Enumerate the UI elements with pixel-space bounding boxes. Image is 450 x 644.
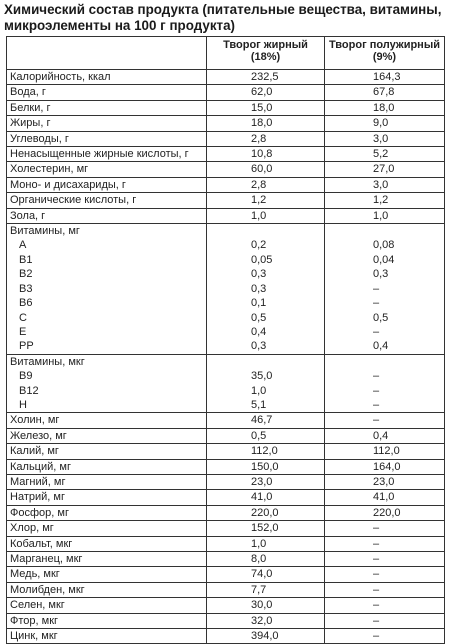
row-label: Кобальт, мкг (10, 537, 73, 550)
row-value-fat: 8,0 (251, 553, 267, 565)
row-label-cell (7, 296, 207, 310)
row-value-semifat-cell (325, 282, 445, 296)
row-value-fat-cell (207, 474, 325, 489)
table-row (7, 398, 445, 413)
row-value-semifat-cell (325, 208, 445, 223)
row-value-fat-cell (207, 613, 325, 628)
row-value-fat-cell (207, 208, 325, 223)
row-label-cell (7, 459, 207, 474)
row-value-fat-cell (207, 552, 325, 567)
row-value-fat-cell (207, 253, 325, 267)
row-value-semifat-cell (325, 238, 445, 252)
row-label-cell (7, 369, 207, 383)
row-value-semifat: 0,4 (373, 429, 389, 442)
row-label: Вода, г (10, 86, 46, 99)
row-label: Холин, мг (10, 414, 60, 427)
row-value-fat: 394,0 (251, 630, 279, 643)
table-row (7, 131, 445, 146)
row-value-semifat: – (373, 370, 380, 383)
row-value-semifat-cell (325, 459, 445, 474)
row-label: C (19, 311, 27, 324)
row-label-cell (7, 339, 207, 354)
row-value-fat: 1,0 (251, 209, 267, 222)
row-value-semifat: – (373, 568, 380, 581)
table-row (7, 459, 445, 474)
row-label-cell (7, 598, 207, 613)
table-row (7, 384, 445, 398)
row-value-fat: 232,5 (251, 71, 279, 83)
row-label: Марганец, мкг (10, 553, 83, 565)
row-label-cell (7, 552, 207, 567)
table-row (7, 505, 445, 520)
row-label-cell (7, 413, 207, 428)
row-value-fat-cell (207, 428, 325, 443)
row-value-fat: 1,2 (251, 194, 267, 207)
row-value-semifat: 1,2 (373, 194, 389, 207)
row-label-cell (7, 267, 207, 281)
row-label-cell (7, 282, 207, 296)
table-row (7, 413, 445, 428)
row-value-semifat-cell (325, 224, 445, 239)
row-label-cell (7, 582, 207, 597)
table-row (7, 339, 445, 354)
row-value-semifat: 1,0 (373, 209, 389, 222)
row-value-fat-cell (207, 282, 325, 296)
row-label: B12 (19, 384, 39, 397)
row-label: B6 (19, 297, 33, 310)
row-value-semifat: 0,04 (373, 253, 395, 266)
row-label: Фтор, мкг (10, 614, 59, 627)
row-value-fat: 18,0 (251, 117, 273, 130)
row-value-fat: 0,1 (251, 297, 267, 310)
row-label: Углеводы, г (10, 132, 69, 145)
row-label: Ненасыщенные жирные кислоты, г (10, 148, 189, 161)
table-row (7, 193, 445, 208)
row-value-semifat-cell (325, 598, 445, 613)
row-value-fat-cell (207, 413, 325, 428)
row-value-semifat: 9,0 (373, 117, 389, 130)
row-value-semifat: – (373, 325, 380, 338)
row-value-fat: 220,0 (251, 506, 279, 519)
row-label-cell (7, 428, 207, 443)
row-label-cell (7, 116, 207, 131)
row-value-fat: 2,8 (251, 178, 267, 191)
row-value-fat: 0,3 (251, 340, 267, 353)
header-col2-line1: Творог жирный (223, 39, 308, 51)
row-value-fat-cell (207, 224, 325, 239)
row-value-semifat-cell (325, 339, 445, 354)
row-value-fat-cell (207, 354, 325, 369)
row-label: Кальций, мг (10, 460, 71, 473)
row-value-semifat: 220,0 (373, 506, 401, 519)
row-value-semifat: 164,0 (373, 460, 401, 473)
row-value-fat: 62,0 (251, 86, 273, 99)
table-row (7, 490, 445, 505)
row-value-fat-cell (207, 536, 325, 551)
header-col3-line1: Творог полужирный (329, 39, 440, 51)
row-label-cell (7, 253, 207, 267)
row-label-cell (7, 311, 207, 325)
row-value-semifat: 0,5 (373, 311, 389, 324)
row-value-fat-cell (207, 459, 325, 474)
table-row (7, 325, 445, 339)
row-value-semifat: – (373, 282, 380, 295)
row-value-semifat: 3,0 (373, 178, 389, 191)
row-value-fat: 1,0 (251, 537, 267, 550)
row-value-semifat-cell (325, 100, 445, 115)
table-row (7, 282, 445, 296)
row-value-semifat: 27,0 (373, 163, 395, 176)
row-value-semifat: 5,2 (373, 148, 389, 161)
row-value-fat-cell (207, 147, 325, 162)
row-label: Молибден, мкг (10, 583, 85, 596)
table-row (7, 613, 445, 628)
table-row (7, 100, 445, 115)
row-value-semifat-cell (325, 369, 445, 383)
row-label-cell (7, 224, 207, 239)
row-label-cell (7, 474, 207, 489)
row-value-fat: 7,7 (251, 583, 267, 596)
row-value-semifat-cell (325, 490, 445, 505)
table-row (7, 85, 445, 100)
row-value-semifat: – (373, 553, 380, 565)
row-value-semifat-cell (325, 384, 445, 398)
row-value-fat: 0,3 (251, 282, 267, 295)
row-value-fat: 0,05 (251, 253, 273, 266)
row-label-cell (7, 354, 207, 369)
row-label: Зола, г (10, 209, 46, 222)
row-value-fat-cell (207, 598, 325, 613)
row-value-fat: 112,0 (251, 445, 278, 458)
row-value-semifat-cell (325, 311, 445, 325)
row-value-semifat-cell (325, 131, 445, 146)
row-value-fat: 152,0 (251, 522, 279, 535)
row-value-semifat: – (373, 384, 380, 397)
row-value-semifat: 0,08 (373, 239, 395, 252)
row-value-fat: 2,8 (251, 132, 267, 145)
row-value-fat: 150,0 (251, 460, 279, 473)
row-value-fat: 15,0 (251, 101, 273, 114)
table-row (7, 552, 445, 567)
row-value-fat: 41,0 (251, 491, 273, 504)
row-label: Фосфор, мг (10, 506, 69, 519)
row-value-fat: 0,5 (251, 429, 267, 442)
row-value-semifat: 0,3 (373, 268, 389, 281)
row-value-semifat-cell (325, 567, 445, 582)
row-value-fat-cell (207, 490, 325, 505)
row-label-cell (7, 398, 207, 413)
table-row (7, 267, 445, 281)
row-value-semifat: 3,0 (373, 132, 389, 145)
row-value-semifat: – (373, 630, 380, 643)
table-row (7, 147, 445, 162)
table-row (7, 536, 445, 551)
row-value-semifat-cell (325, 428, 445, 443)
row-label-cell (7, 147, 207, 162)
row-value-semifat-cell (325, 85, 445, 100)
row-label: Калий, мг (10, 445, 59, 458)
row-label: Натрий, мг (10, 491, 65, 504)
row-value-semifat-cell (325, 505, 445, 520)
row-label: Витамины, мг (10, 225, 80, 238)
row-value-semifat-cell (325, 552, 445, 567)
table-row (7, 238, 445, 252)
table-row (7, 162, 445, 177)
row-label: Магний, мг (10, 475, 66, 488)
row-label-cell (7, 444, 207, 459)
row-value-fat: 0,3 (251, 268, 267, 281)
table-title (4, 2, 448, 33)
row-value-semifat: 164,3 (373, 71, 401, 83)
row-value-fat: 10,8 (251, 148, 273, 161)
row-label-cell (7, 521, 207, 536)
row-value-fat-cell (207, 582, 325, 597)
row-label: PP (19, 340, 34, 353)
row-value-semifat: – (373, 599, 380, 612)
row-label: B1 (19, 253, 33, 266)
header-col2-line2: (18%) (250, 51, 281, 63)
row-label: A (19, 239, 27, 252)
row-value-semifat: 112,0 (373, 445, 400, 458)
row-label-cell (7, 85, 207, 100)
table-row (7, 567, 445, 582)
table-row (7, 116, 445, 131)
row-label: Калорийность, ккал (10, 71, 111, 83)
row-label-cell (7, 162, 207, 177)
row-label: B2 (19, 268, 33, 281)
row-value-semifat-cell (325, 536, 445, 551)
table-title-line-2: микроэлементы на 100 г продукта) (4, 17, 236, 33)
row-value-fat-cell (207, 100, 325, 115)
table-header-row (7, 37, 445, 70)
row-value-semifat: – (373, 614, 380, 627)
row-value-fat-cell (207, 131, 325, 146)
row-value-semifat: – (373, 398, 380, 411)
row-label: Селен, мкг (10, 599, 65, 612)
row-value-fat: 35,0 (251, 370, 273, 383)
table-row (7, 208, 445, 223)
row-value-semifat: 0,4 (373, 340, 389, 353)
row-label-cell (7, 505, 207, 520)
row-label: B9 (19, 370, 33, 383)
row-value-fat-cell (207, 567, 325, 582)
table-row (7, 582, 445, 597)
row-label: B3 (19, 282, 33, 295)
row-value-fat-cell (207, 85, 325, 100)
row-value-fat-cell (207, 384, 325, 398)
row-value-semifat: – (373, 537, 380, 550)
header-cell-semifat-cottage-cheese (325, 37, 445, 70)
row-value-fat-cell (207, 116, 325, 131)
row-label: Моно- и дисахариды, г (10, 178, 126, 191)
row-value-fat-cell (207, 238, 325, 252)
table-title-line-1: Химический состав продукта (питательные вещества, витамины, (4, 2, 442, 17)
row-label-cell (7, 70, 207, 85)
row-value-semifat-cell (325, 613, 445, 628)
row-value-fat-cell (207, 267, 325, 281)
row-value-fat-cell (207, 177, 325, 192)
row-value-fat-cell (207, 369, 325, 383)
row-label: Органические кислоты, г (10, 194, 137, 207)
row-label: Белки, г (10, 101, 51, 114)
row-label: Холестерин, мг (10, 163, 89, 176)
row-label-cell (7, 193, 207, 208)
row-value-fat-cell (207, 339, 325, 354)
table-row (7, 354, 445, 369)
row-label-cell (7, 325, 207, 339)
row-value-semifat: – (373, 583, 380, 596)
row-value-fat-cell (207, 296, 325, 310)
row-label-cell (7, 177, 207, 192)
row-value-fat: 0,5 (251, 311, 267, 324)
row-value-fat-cell (207, 311, 325, 325)
row-label-cell (7, 384, 207, 398)
row-label-cell (7, 536, 207, 551)
row-value-semifat-cell (325, 147, 445, 162)
row-value-semifat-cell (325, 193, 445, 208)
row-value-semifat-cell (325, 267, 445, 281)
row-value-fat-cell (207, 325, 325, 339)
row-label-cell (7, 567, 207, 582)
row-value-fat: 1,0 (251, 384, 267, 397)
row-value-fat: 74,0 (251, 568, 273, 581)
header-cell-label (7, 37, 207, 70)
table-row (7, 521, 445, 536)
row-value-fat-cell (207, 70, 325, 85)
table-row (7, 369, 445, 383)
row-value-fat: 0,4 (251, 325, 267, 338)
table-row (7, 428, 445, 443)
row-value-semifat-cell (325, 253, 445, 267)
row-value-semifat-cell (325, 413, 445, 428)
table-row (7, 474, 445, 489)
row-label: Витамины, мкг (10, 355, 85, 368)
table-row (7, 598, 445, 613)
row-value-semifat-cell (325, 162, 445, 177)
row-value-semifat-cell (325, 521, 445, 536)
row-value-fat: 46,7 (251, 414, 273, 427)
row-value-semifat-cell (325, 296, 445, 310)
row-value-fat: 32,0 (251, 614, 273, 627)
row-label-cell (7, 100, 207, 115)
row-label-cell (7, 613, 207, 628)
row-value-fat-cell (207, 521, 325, 536)
row-value-fat: 5,1 (251, 398, 267, 411)
row-value-fat: 0,2 (251, 239, 267, 252)
nutrition-table (6, 36, 445, 644)
table-row (7, 177, 445, 192)
row-value-semifat: – (373, 414, 380, 427)
row-value-fat-cell (207, 193, 325, 208)
table-row (7, 253, 445, 267)
row-value-fat: 23,0 (251, 475, 273, 488)
row-value-semifat-cell (325, 474, 445, 489)
header-cell-fat-cottage-cheese (207, 37, 325, 70)
row-label-cell (7, 131, 207, 146)
row-value-semifat: – (373, 297, 380, 310)
row-label: H (19, 398, 27, 411)
row-label: Железо, мг (10, 429, 67, 442)
row-value-semifat-cell (325, 177, 445, 192)
row-label: E (19, 325, 27, 338)
row-value-semifat-cell (325, 354, 445, 369)
row-label-cell (7, 490, 207, 505)
row-value-fat-cell (207, 444, 325, 459)
header-col3-line2: (9%) (372, 51, 397, 63)
table-row (7, 311, 445, 325)
row-value-semifat-cell (325, 70, 445, 85)
row-label: Хлор, мг (10, 522, 54, 535)
table-row (7, 444, 445, 459)
row-value-fat-cell (207, 398, 325, 413)
row-value-fat: 30,0 (251, 599, 273, 612)
row-label: Медь, мкг (10, 568, 60, 581)
table-row (7, 224, 445, 239)
row-label-cell (7, 208, 207, 223)
row-label: Цинк, мкг (10, 630, 58, 643)
row-value-semifat-cell (325, 116, 445, 131)
row-value-fat-cell (207, 505, 325, 520)
row-value-semifat-cell (325, 582, 445, 597)
row-value-fat-cell (207, 162, 325, 177)
row-label-cell (7, 238, 207, 252)
row-value-semifat-cell (325, 325, 445, 339)
row-label: Жиры, г (10, 117, 51, 130)
row-value-semifat-cell (325, 398, 445, 413)
row-value-fat: 60,0 (251, 163, 273, 176)
row-value-semifat: 67,8 (373, 86, 395, 99)
row-value-semifat: – (373, 522, 380, 535)
row-value-semifat: 18,0 (373, 101, 395, 114)
row-value-semifat: 41,0 (373, 491, 395, 504)
table-row (7, 296, 445, 310)
row-value-semifat: 23,0 (373, 475, 395, 488)
row-value-semifat-cell (325, 444, 445, 459)
table-row (7, 70, 445, 85)
